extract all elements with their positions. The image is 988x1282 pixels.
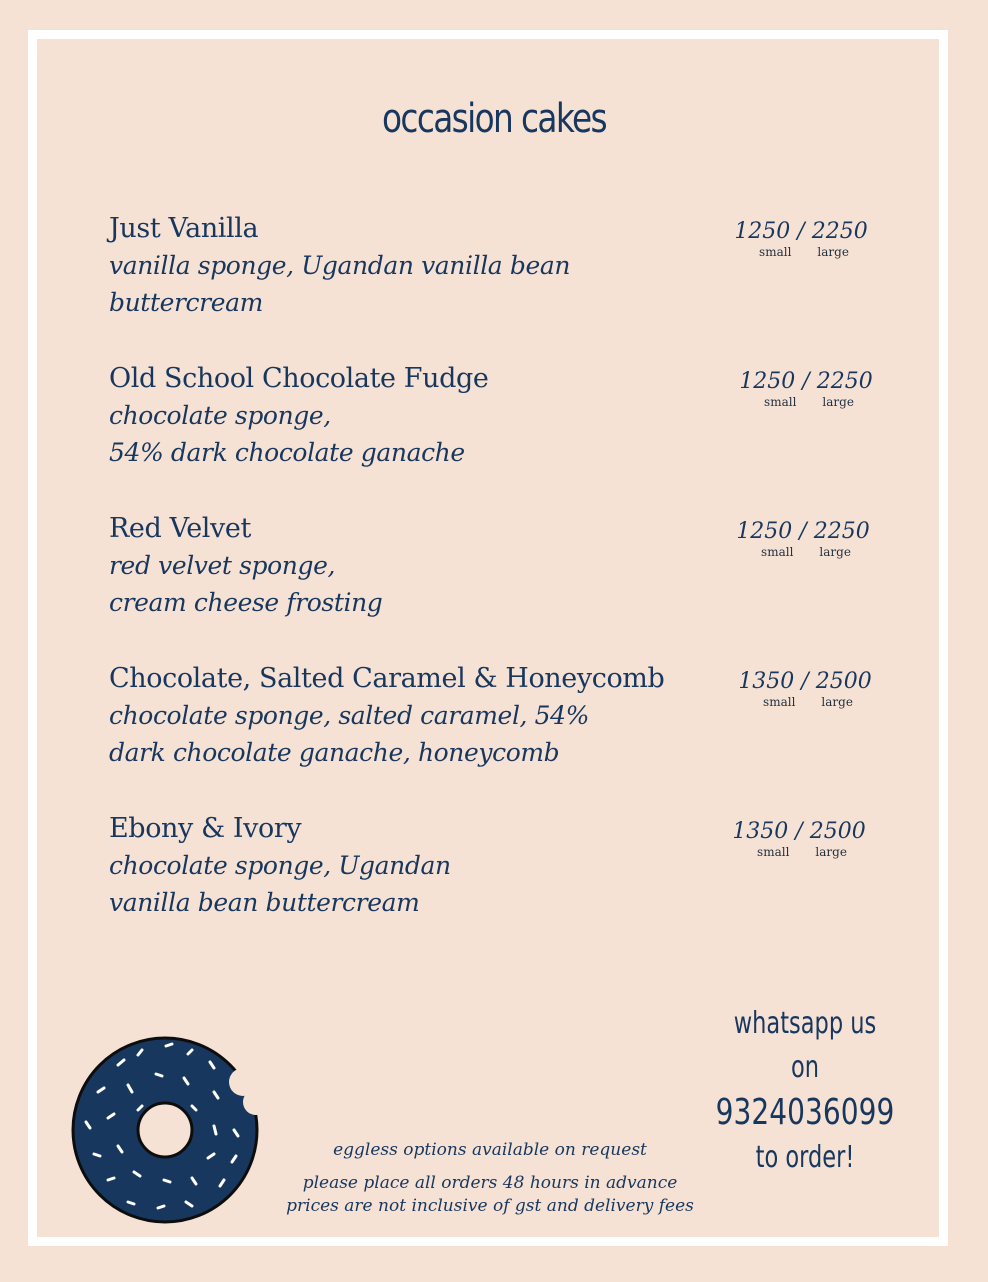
item-description-line2: vanilla bean buttercream — [109, 888, 420, 917]
size-large-label: large — [815, 845, 847, 859]
item-description-line1: chocolate sponge, salted caramel, 54% — [109, 701, 590, 730]
item-price — [726, 219, 876, 259]
price-value: 1250 / 2250 — [736, 519, 870, 544]
item-description-line1: chocolate sponge, — [109, 401, 331, 430]
price-sizes — [728, 545, 878, 559]
item-name: Red Velvet — [109, 513, 251, 544]
note-advance: please place all orders 48 hours in advance — [302, 1173, 678, 1193]
item-price — [724, 819, 874, 859]
size-large-label: large — [821, 695, 853, 709]
price-value: 1250 / 2250 — [734, 219, 868, 244]
whatsapp-line3: to order! — [755, 1140, 855, 1175]
item-description-line1: vanilla sponge, Ugandan vanilla bean — [109, 251, 571, 280]
item-description-line2: dark chocolate ganache, honeycomb — [109, 738, 560, 767]
note-eggless: eggless options available on request — [333, 1140, 647, 1160]
item-description-line2: 54% dark chocolate ganache — [109, 438, 465, 467]
item-name: Ebony & Ivory — [109, 813, 302, 844]
size-small-label: small — [763, 695, 796, 709]
item-description-line2: buttercream — [109, 288, 263, 317]
price-sizes — [726, 245, 876, 259]
price-value: 1250 / 2250 — [739, 369, 873, 394]
item-description-line1: chocolate sponge, Ugandan — [109, 851, 451, 880]
size-small-label: small — [759, 245, 792, 259]
size-large-label: large — [819, 545, 851, 559]
whatsapp-line1: whatsapp us on — [733, 1006, 877, 1085]
whatsapp-phone-number[interactable]: 9324036099 — [715, 1092, 895, 1133]
size-large-label: large — [817, 245, 849, 259]
item-description-line1: red velvet sponge, — [109, 551, 336, 580]
size-small-label: small — [757, 845, 790, 859]
size-small-label: small — [761, 545, 794, 559]
item-name: Old School Chocolate Fudge — [109, 363, 489, 394]
note-prices: prices are not inclusive of gst and delivery fees — [286, 1196, 694, 1216]
item-name: Chocolate, Salted Caramel & Honeycomb — [109, 663, 665, 694]
price-value: 1350 / 2500 — [738, 669, 872, 694]
item-description-line2: cream cheese frosting — [109, 588, 383, 617]
item-name: Just Vanilla — [109, 213, 259, 244]
price-sizes — [724, 845, 874, 859]
item-price — [730, 669, 880, 709]
size-large-label: large — [822, 395, 854, 409]
size-small-label: small — [764, 395, 797, 409]
page-title: occasion cakes — [382, 96, 606, 142]
price-value: 1350 / 2500 — [732, 819, 866, 844]
price-sizes — [730, 695, 880, 709]
item-price — [731, 369, 881, 409]
item-price — [728, 519, 878, 559]
bitten-donut-icon — [68, 1030, 263, 1225]
price-sizes — [731, 395, 881, 409]
